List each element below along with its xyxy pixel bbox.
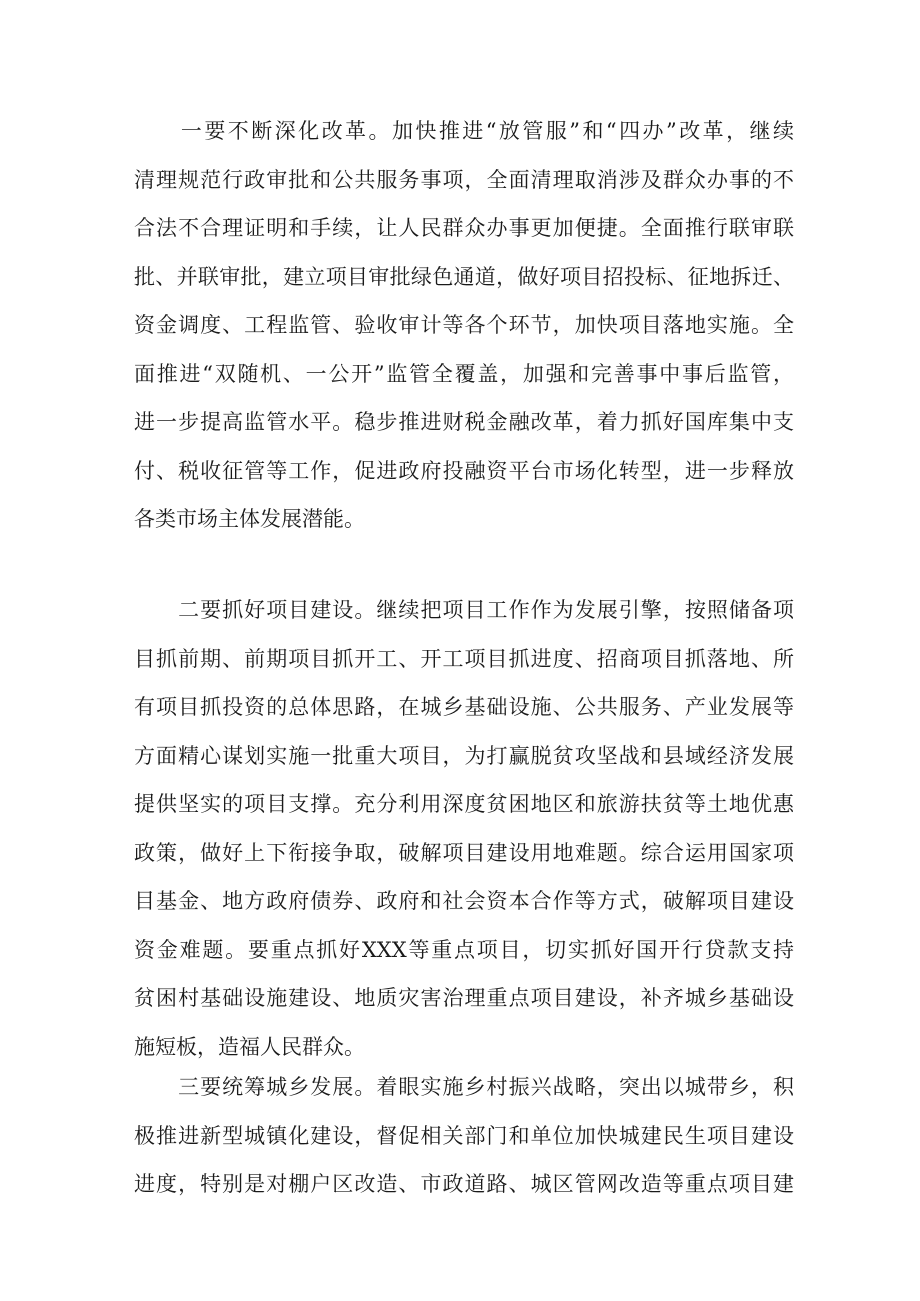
text-line: 贫困村基础设施建设、地质灾害治理重点项目建设，补齐城乡基础设: [134, 986, 794, 1010]
text-line: 提供坚实的项目支撑。充分利用深度贫困地区和旅游扶贫等土地优惠: [134, 792, 794, 816]
text-line: 目抓前期、前期项目抓开工、开工项目抓进度、招商项目抓落地、所: [134, 646, 794, 671]
text-line: 施短板，造福人民群众。: [134, 1034, 365, 1059]
text-line: 进一步提高监管水平。稳步推进财税金融改革，着力抓好国库集中支: [134, 410, 794, 434]
text-line: 三要统筹城乡发展。着眼实施乡村振兴战略，突出以城带乡，积: [134, 1075, 794, 1099]
paragraph-projects: [134, 586, 794, 1071]
text-line: 一要不断深化改革。加快推进“放管服”和“四办”改革，继续: [134, 119, 794, 143]
text-line: 各类市场主体发展潜能。: [134, 507, 365, 531]
text-line: 付、税收征管等工作，促进政府投融资平台市场化转型，进一步释放: [134, 458, 794, 483]
text-line: 清理规范行政审批和公共服务事项，全面清理取消涉及群众办事的不: [134, 167, 794, 192]
paragraph-reform: [134, 107, 794, 544]
text-line: 资金调度、工程监管、验收审计等各个环节，加快项目落地实施。全: [134, 313, 794, 337]
text-line: 批、并联审批，建立项目审批绿色通道，做好项目招投标、征地拆迁、: [134, 264, 794, 289]
text-line: 有项目抓投资的总体思路，在城乡基础设施、公共服务、产业发展等: [134, 695, 794, 719]
text-line: 极推进新型城镇化建设，督促相关部门和单位加快城建民生项目建设: [134, 1123, 794, 1148]
paragraph-urban-rural: [134, 1063, 794, 1209]
text-line: 面推进“双随机、一公开”监管全覆盖，加强和完善事中事后监管，: [134, 361, 794, 386]
text-line: 方面精心谋划实施一批重大项目，为打赢脱贫攻坚战和县域经济发展: [134, 743, 794, 768]
text-line: 二要抓好项目建设。继续把项目工作作为发展引擎，按照储备项: [134, 598, 794, 622]
text-line: 政策，做好上下衔接争取，破解项目建设用地难题。综合运用国家项: [134, 840, 794, 865]
text-line: 合法不合理证明和手续，让人民群众办事更加便捷。全面推行联审联: [134, 216, 794, 240]
text-line: 资金难题。要重点抓好XXX等重点项目，切实抓好国开行贷款支持: [134, 937, 794, 962]
text-line: 目基金、地方政府债券、政府和社会资本合作等方式，破解项目建设: [134, 889, 794, 913]
text-line: 进度，特别是对棚户区改造、市政道路、城区管网改造等重点项目建: [134, 1172, 794, 1196]
